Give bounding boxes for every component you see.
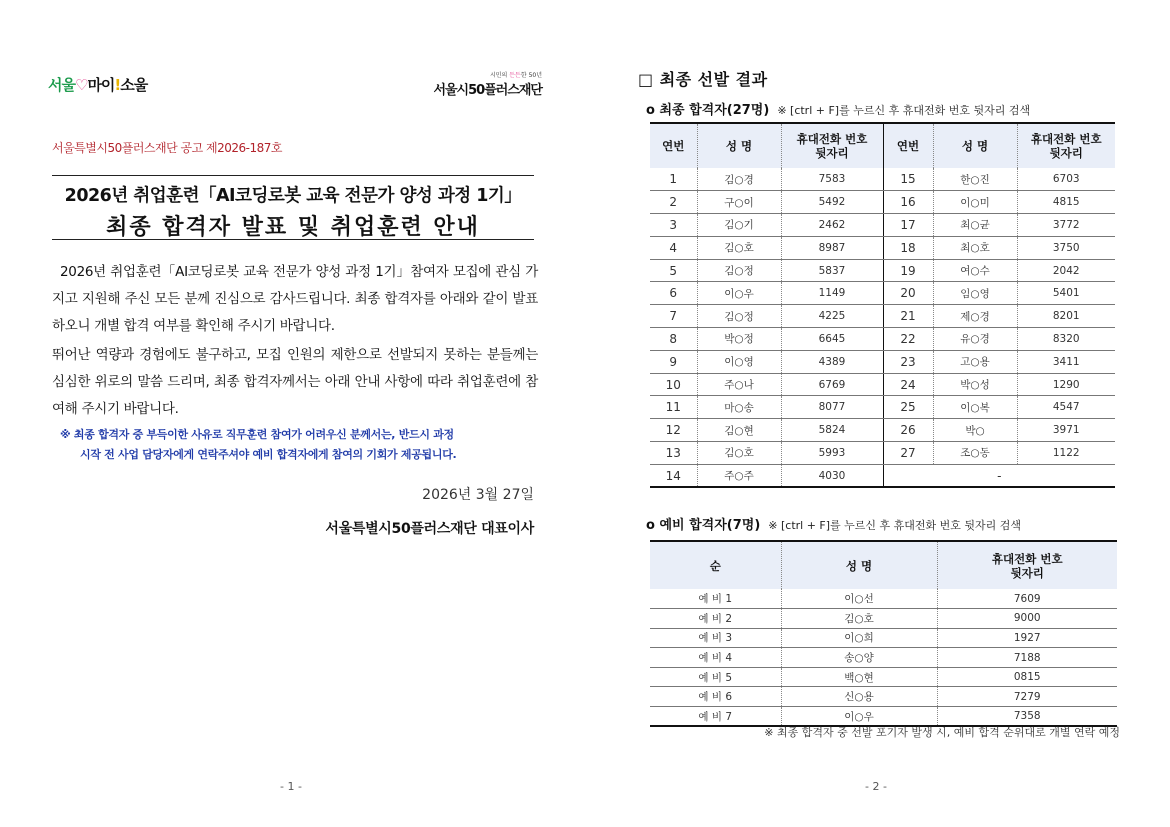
cell-no: 26 bbox=[883, 419, 933, 442]
col-header-order: 순 bbox=[650, 541, 781, 589]
cell-name: 이○희 bbox=[781, 628, 937, 648]
cell-no: 1 bbox=[650, 168, 697, 191]
cell-no: 4 bbox=[650, 236, 697, 259]
cell-no: 27 bbox=[883, 442, 933, 465]
cell-name: 주○주 bbox=[697, 464, 781, 487]
cell-phone: 8987 bbox=[781, 236, 883, 259]
cell-name: 구○이 bbox=[697, 191, 781, 214]
table-row bbox=[650, 667, 1117, 687]
cell-phone: 6769 bbox=[781, 373, 883, 396]
col-header-no: 연번 bbox=[883, 123, 933, 168]
cell-name: 임○영 bbox=[933, 282, 1017, 305]
reserve-table bbox=[650, 540, 1117, 727]
final-results-table bbox=[650, 122, 1115, 488]
cell-name: 송○양 bbox=[781, 648, 937, 668]
logo-text: ! bbox=[114, 76, 121, 94]
cell-phone: 2042 bbox=[1017, 259, 1115, 282]
cell-name: 김○경 bbox=[697, 168, 781, 191]
table-row bbox=[650, 687, 1117, 707]
cell-name: 고○용 bbox=[933, 350, 1017, 373]
cell-no: 3 bbox=[650, 214, 697, 237]
footnote: ※ 최종 합격자 중 선발 포기자 발생 시, 예비 합격 순위대로 개별 연락 예정 bbox=[764, 726, 1120, 739]
cell-phone: 7358 bbox=[937, 707, 1117, 727]
cell-phone: 4389 bbox=[781, 350, 883, 373]
table-row bbox=[650, 373, 1115, 396]
cell-no: 19 bbox=[883, 259, 933, 282]
col-header-phone: 휴대전화 번호 뒷자리 bbox=[937, 541, 1117, 589]
cell-name: 김○호 bbox=[697, 442, 781, 465]
cell-phone: 5837 bbox=[781, 259, 883, 282]
cell-phone: 7188 bbox=[937, 648, 1117, 668]
cell-phone: 6703 bbox=[1017, 168, 1115, 191]
logo-tagline: 시민의 든든한 50년 bbox=[489, 72, 542, 79]
table-row bbox=[650, 464, 1115, 487]
cell-no: 23 bbox=[883, 350, 933, 373]
cell-name: 김○정 bbox=[697, 259, 781, 282]
regret-paragraph: 뛰어난 역량과 경험에도 불구하고, 모집 인원의 제한으로 선발되지 못하는 분들께는 심심한 위로의 말씀 드리며, 최종 합격자께서는 아래 안내 사항에 따라 취업훈련에 참여해 주시기 바랍니다. bbox=[52, 347, 538, 417]
cell-order: 예 비 4 bbox=[650, 648, 781, 668]
cell-no: 17 bbox=[883, 214, 933, 237]
cell-phone: 1290 bbox=[1017, 373, 1115, 396]
cell-no: 5 bbox=[650, 259, 697, 282]
cell-phone: 4225 bbox=[781, 305, 883, 328]
cell-no: 20 bbox=[883, 282, 933, 305]
notice-note: ※ 최종 합격자 중 부득이한 사유로 직무훈련 참여가 어려우신 분께서는, 반드시 과정 시작 전 사업 담당자에게 연락주셔야 예비 합격자에게 참여의 기회가 제공됩니다. bbox=[60, 428, 457, 461]
cell-name: 마○송 bbox=[697, 396, 781, 419]
announcement-date: 2026년 3월 27일 bbox=[422, 487, 534, 503]
cell-no: 11 bbox=[650, 396, 697, 419]
cell-phone: 9000 bbox=[937, 609, 1117, 629]
cell-no: 2 bbox=[650, 191, 697, 214]
table-row bbox=[650, 328, 1115, 351]
table-row bbox=[650, 214, 1115, 237]
page-number: - 2 - bbox=[865, 780, 887, 793]
cell-no: 16 bbox=[883, 191, 933, 214]
table-row bbox=[650, 282, 1115, 305]
reserve-heading: o 예비 합격자(7명) ※ [ctrl + F]를 누르신 후 휴대전화 번호 뒷자리 검색 bbox=[646, 518, 1022, 533]
cell-name: 유○경 bbox=[933, 328, 1017, 351]
cell-phone: 2462 bbox=[781, 214, 883, 237]
col-header-name: 성 명 bbox=[933, 123, 1017, 168]
cell-phone: 7279 bbox=[937, 687, 1117, 707]
seoul-my-soul-logo bbox=[48, 74, 147, 95]
search-hint: ※ [ctrl + F]를 누르신 후 휴대전화 번호 뒷자리 검색 bbox=[768, 519, 1022, 532]
cell-phone: 5993 bbox=[781, 442, 883, 465]
notice-number: 서울특별시50플러스재단 공고 제2026-187호 bbox=[52, 141, 282, 155]
cell-phone: 6645 bbox=[781, 328, 883, 351]
cell-no: 9 bbox=[650, 350, 697, 373]
intro-paragraph: 2026년 취업훈련「AI코딩로봇 교육 전문가 양성 과정 1기」참여자 모집에 관심 가지고 지원해 주신 모든 분께 진심으로 감사드립니다. 최종 합격자를 아래와 같이 발표하오니 개별 합격 여부를 확인해 주시기 바랍니다. bbox=[52, 264, 538, 334]
table-row bbox=[650, 350, 1115, 373]
cell-phone: 4030 bbox=[781, 464, 883, 487]
cell-phone: 8077 bbox=[781, 396, 883, 419]
cell-name: 이○영 bbox=[697, 350, 781, 373]
cell-name: 제○경 bbox=[933, 305, 1017, 328]
title-line-2: 최종 합격자 발표 및 취업훈련 안내 bbox=[106, 215, 480, 240]
cell-name: 이○우 bbox=[697, 282, 781, 305]
cell-name: 김○호 bbox=[781, 609, 937, 629]
cell-no: 13 bbox=[650, 442, 697, 465]
table-row bbox=[650, 259, 1115, 282]
col-header-no: 연번 bbox=[650, 123, 697, 168]
logo-text: 서울 bbox=[48, 76, 75, 94]
cell-phone: 1927 bbox=[937, 628, 1117, 648]
cell-name: 조○동 bbox=[933, 442, 1017, 465]
cell-no: 14 bbox=[650, 464, 697, 487]
final-heading: o 최종 합격자(27명) ※ [ctrl + F]를 누르신 후 휴대전화 번호 뒷자리 검색 bbox=[646, 103, 1031, 118]
logo-name: 서울시50플러스재단 bbox=[433, 83, 542, 98]
cell-no: 25 bbox=[883, 396, 933, 419]
cell-name: 이○선 bbox=[781, 589, 937, 609]
col-header-phone: 휴대전화 번호 뒷자리 bbox=[781, 123, 883, 168]
cell-phone: 8201 bbox=[1017, 305, 1115, 328]
col-header-phone: 휴대전화 번호 뒷자리 bbox=[1017, 123, 1115, 168]
col-header-name: 성 명 bbox=[697, 123, 781, 168]
cell-name: 박○성 bbox=[933, 373, 1017, 396]
cell-no: 8 bbox=[650, 328, 697, 351]
cell-phone: 1122 bbox=[1017, 442, 1115, 465]
cell-phone: 5824 bbox=[781, 419, 883, 442]
cell-no: 24 bbox=[883, 373, 933, 396]
signature: 서울특별시50플러스재단 대표이사 bbox=[325, 521, 534, 537]
cell-name: 한○진 bbox=[933, 168, 1017, 191]
cell-order: 예 비 6 bbox=[650, 687, 781, 707]
cell-name: 최○호 bbox=[933, 236, 1017, 259]
col-header-name: 성 명 bbox=[781, 541, 937, 589]
cell-name: 박○ bbox=[933, 419, 1017, 442]
title-box bbox=[52, 175, 534, 240]
cell-phone: 4547 bbox=[1017, 396, 1115, 419]
cell-name: 이○복 bbox=[933, 396, 1017, 419]
table-row bbox=[650, 236, 1115, 259]
cell-phone: 3411 bbox=[1017, 350, 1115, 373]
cell-no: 12 bbox=[650, 419, 697, 442]
foundation-logo bbox=[433, 70, 542, 98]
cell-phone: 3750 bbox=[1017, 236, 1115, 259]
cell-name: 이○미 bbox=[933, 191, 1017, 214]
cell-order: 예 비 3 bbox=[650, 628, 781, 648]
logo-text: 소울 bbox=[120, 76, 148, 94]
cell-no: 10 bbox=[650, 373, 697, 396]
cell-order: 예 비 2 bbox=[650, 609, 781, 629]
heart-icon: ♡ bbox=[74, 76, 88, 94]
table-row bbox=[650, 168, 1115, 191]
cell-phone: 8320 bbox=[1017, 328, 1115, 351]
cell-name: 신○용 bbox=[781, 687, 937, 707]
cell-order: 예 비 1 bbox=[650, 589, 781, 609]
cell-no: 7 bbox=[650, 305, 697, 328]
cell-no: 18 bbox=[883, 236, 933, 259]
cell-phone: 3971 bbox=[1017, 419, 1115, 442]
cell-phone: 3772 bbox=[1017, 214, 1115, 237]
cell-no: 21 bbox=[883, 305, 933, 328]
table-row bbox=[650, 609, 1117, 629]
table-row bbox=[650, 396, 1115, 419]
cell-phone: 7583 bbox=[781, 168, 883, 191]
cell-no: 22 bbox=[883, 328, 933, 351]
cell-name: 박○정 bbox=[697, 328, 781, 351]
cell-phone: 0815 bbox=[937, 667, 1117, 687]
table-row bbox=[650, 589, 1117, 609]
search-hint: ※ [ctrl + F]를 누르신 후 휴대전화 번호 뒷자리 검색 bbox=[777, 104, 1031, 117]
table-row bbox=[650, 442, 1115, 465]
table-row bbox=[650, 191, 1115, 214]
cell-order: 예 비 5 bbox=[650, 667, 781, 687]
cell-name: 최○균 bbox=[933, 214, 1017, 237]
table-row bbox=[650, 419, 1115, 442]
table-row bbox=[650, 628, 1117, 648]
cell-no: 6 bbox=[650, 282, 697, 305]
cell-name: 여○수 bbox=[933, 259, 1017, 282]
cell-name: 김○정 bbox=[697, 305, 781, 328]
cell-name: 주○나 bbox=[697, 373, 781, 396]
page-number: - 1 - bbox=[280, 780, 302, 793]
cell-phone: 5492 bbox=[781, 191, 883, 214]
cell-name: 이○우 bbox=[781, 707, 937, 727]
cell-phone: 1149 bbox=[781, 282, 883, 305]
cell-order: 예 비 7 bbox=[650, 707, 781, 727]
table-row bbox=[650, 648, 1117, 668]
cell-name: 백○현 bbox=[781, 667, 937, 687]
cell-name: 김○기 bbox=[697, 214, 781, 237]
table-row bbox=[650, 305, 1115, 328]
logo-text: 마이 bbox=[87, 76, 115, 94]
section-title: □ 최종 선발 결과 bbox=[638, 70, 768, 89]
cell-name: 김○호 bbox=[697, 236, 781, 259]
title-line-1: 2026년 취업훈련「AI코딩로봇 교육 전문가 양성 과정 1기」 bbox=[64, 186, 522, 206]
cell-no: 15 bbox=[883, 168, 933, 191]
cell-phone: 7609 bbox=[937, 589, 1117, 609]
cell-name: 김○현 bbox=[697, 419, 781, 442]
cell-phone: 4815 bbox=[1017, 191, 1115, 214]
cell-empty: - bbox=[883, 464, 1115, 487]
cell-phone: 5401 bbox=[1017, 282, 1115, 305]
